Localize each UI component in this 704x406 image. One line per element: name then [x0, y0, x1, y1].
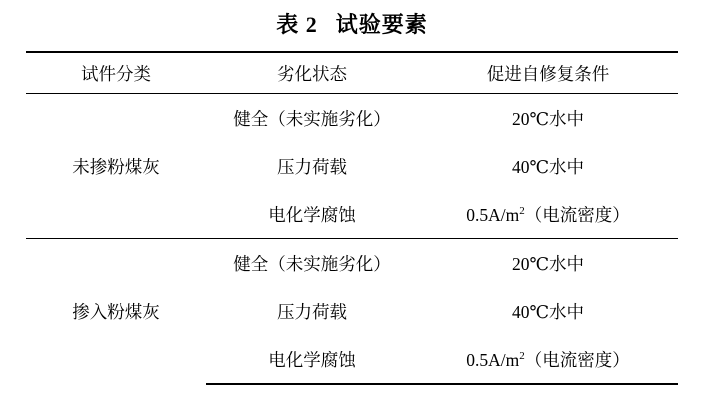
- cell-state: 压力荷载: [277, 301, 347, 322]
- header-cell-degradation-state: 劣化状态: [206, 52, 418, 94]
- condition-main: 0.5A/m: [466, 204, 520, 225]
- group-label-no-flyash: 未掺粉煤灰: [72, 156, 160, 177]
- cell-state: 健全（未实施劣化）: [206, 239, 418, 288]
- condition-main: 40℃水中: [511, 156, 585, 177]
- condition-main: 0.5A/m: [466, 349, 520, 370]
- cell-state: 电化学腐蚀: [268, 204, 356, 225]
- cell-state: 电化学腐蚀: [206, 335, 418, 384]
- table-row: [26, 94, 678, 143]
- condition-sup: 2: [519, 204, 525, 217]
- condition-tail: （电流密度）: [524, 349, 630, 370]
- cell-state: 健全（未实施劣化）: [233, 108, 391, 129]
- cell-condition: [418, 239, 678, 288]
- table-row: [26, 239, 678, 288]
- table-header-row: [26, 52, 678, 94]
- header-cell-healing-condition: 促进自修复条件: [418, 52, 678, 94]
- experiment-factors-table: [26, 51, 678, 385]
- condition-main: 20℃水中: [511, 108, 585, 129]
- cell-condition: [418, 190, 678, 239]
- cell-state: 压力荷载: [277, 156, 347, 177]
- table-caption: [0, 0, 704, 51]
- condition-main: 40℃水中: [511, 301, 585, 322]
- condition-sup: 2: [519, 349, 525, 362]
- header-cell-specimen-type: 试件分类: [26, 52, 206, 94]
- cell-condition: [418, 94, 678, 143]
- cell-condition: [418, 287, 678, 335]
- table-title-text: 试验要素: [335, 12, 428, 37]
- group-label-with-flyash: 掺入粉煤灰: [26, 239, 206, 385]
- condition-tail: （电流密度）: [524, 204, 630, 225]
- table-number: 表 2: [276, 12, 318, 37]
- cell-condition: [418, 142, 678, 190]
- cell-condition: [418, 335, 678, 384]
- condition-main: 20℃水中: [511, 253, 585, 274]
